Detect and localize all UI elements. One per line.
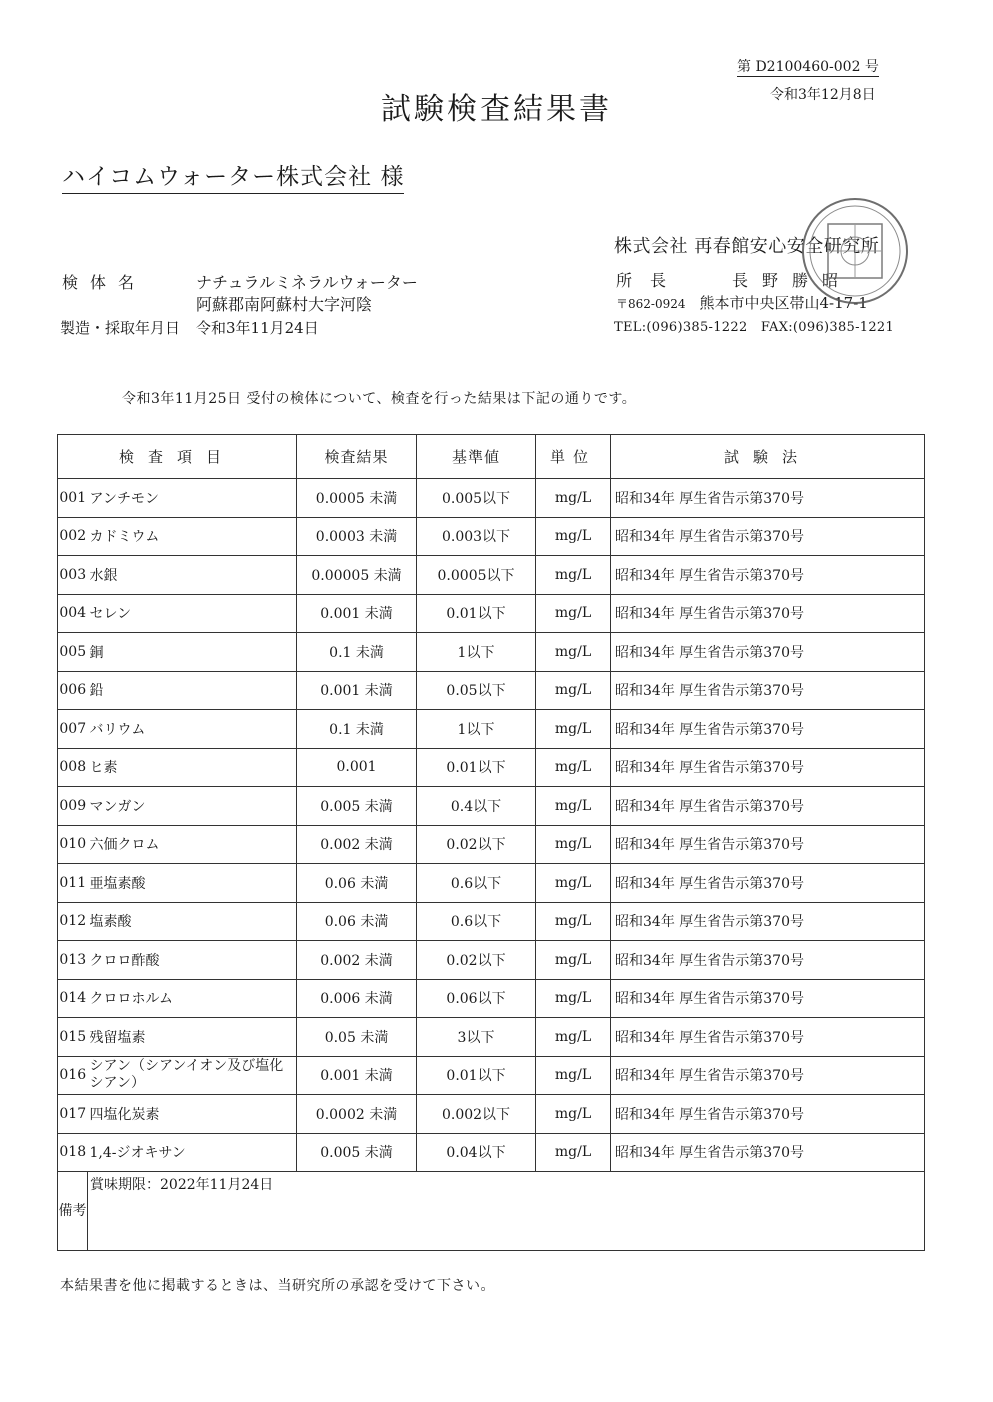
row-item: 銅	[88, 633, 297, 672]
row-item: 残留塩素	[88, 1018, 297, 1057]
header-method: 試験法	[611, 435, 925, 479]
row-result: 0.00005 未満	[297, 556, 417, 595]
row-item: 1,4-ジオキサン	[88, 1133, 297, 1172]
row-number: 004	[58, 594, 88, 633]
row-item: 水銀	[88, 556, 297, 595]
document-number: 第 D2100460-002 号	[737, 59, 879, 75]
row-result: 0.001 未満	[297, 671, 417, 710]
row-number: 012	[58, 902, 88, 941]
row-unit: mg/L	[536, 479, 611, 518]
row-result: 0.005 未満	[297, 787, 417, 826]
row-standard: 0.6以下	[417, 864, 536, 903]
row-method: 昭和34年 厚生省告示第370号	[611, 594, 925, 633]
row-number: 008	[58, 748, 88, 787]
row-standard: 0.06以下	[417, 979, 536, 1018]
row-result: 0.0003 未満	[297, 517, 417, 556]
row-method: 昭和34年 厚生省告示第370号	[611, 1133, 925, 1172]
table-row	[58, 556, 925, 595]
row-unit: mg/L	[536, 941, 611, 980]
header-unit: 単位	[536, 435, 611, 479]
sample-date-label: 製造・採取年月日	[60, 319, 181, 337]
row-number: 009	[58, 787, 88, 826]
row-result: 0.05 未満	[297, 1018, 417, 1057]
row-number: 002	[58, 517, 88, 556]
row-method: 昭和34年 厚生省告示第370号	[611, 979, 925, 1018]
table-row	[58, 748, 925, 787]
sample-location: 阿蘇郡南阿蘇村大字河陰	[196, 295, 373, 314]
row-method: 昭和34年 厚生省告示第370号	[611, 633, 925, 672]
row-item: 鉛	[88, 671, 297, 710]
table-row	[58, 787, 925, 826]
recipient: ハイコムウォーター株式会社 様	[62, 158, 404, 194]
row-result: 0.001 未満	[297, 594, 417, 633]
row-standard: 3以下	[417, 1018, 536, 1057]
row-result: 0.1 未満	[297, 633, 417, 672]
footer-note: 本結果書を他に掲載するときは、当研究所の承認を受けて下さい。	[60, 1278, 495, 1294]
row-result: 0.0005 未満	[297, 479, 417, 518]
row-standard: 0.4以下	[417, 787, 536, 826]
table-row	[58, 1095, 925, 1134]
row-number: 006	[58, 671, 88, 710]
table-row	[58, 864, 925, 903]
row-method: 昭和34年 厚生省告示第370号	[611, 517, 925, 556]
table-row	[58, 1056, 925, 1095]
table-row	[58, 479, 925, 518]
table-row	[58, 517, 925, 556]
row-method: 昭和34年 厚生省告示第370号	[611, 556, 925, 595]
row-item: 亜塩素酸	[88, 864, 297, 903]
row-method: 昭和34年 厚生省告示第370号	[611, 825, 925, 864]
table-row	[58, 902, 925, 941]
row-item: シアン（シアンイオン及び塩化シアン）	[88, 1056, 297, 1095]
row-number: 015	[58, 1018, 88, 1057]
row-standard: 0.04以下	[417, 1133, 536, 1172]
row-result: 0.1 未満	[297, 710, 417, 749]
row-method: 昭和34年 厚生省告示第370号	[611, 479, 925, 518]
row-standard: 0.0005以下	[417, 556, 536, 595]
row-item: クロロ酢酸	[88, 941, 297, 980]
table-header-row	[58, 435, 925, 479]
lab-street: 熊本市中央区帯山4-17-1	[699, 294, 868, 312]
row-standard: 0.01以下	[417, 748, 536, 787]
lab-director-title: 所長	[616, 271, 685, 290]
table-row	[58, 710, 925, 749]
intro-text: 令和3年11月25日 受付の検体について、検査を行った結果は下記の通りです。	[122, 391, 637, 407]
header-standard: 基準値	[417, 435, 536, 479]
row-item: マンガン	[88, 787, 297, 826]
remarks-row	[58, 1172, 925, 1251]
row-result: 0.002 未満	[297, 825, 417, 864]
row-standard: 0.003以下	[417, 517, 536, 556]
lab-zip: 〒862-0924	[616, 297, 686, 311]
row-unit: mg/L	[536, 1056, 611, 1095]
lab-name: 株式会社 再春館安心安全研究所	[614, 236, 880, 257]
issue-date: 令和3年12月8日	[770, 87, 876, 103]
lab-director-name: 長野勝昭	[732, 271, 853, 290]
table-row	[58, 594, 925, 633]
row-number: 014	[58, 979, 88, 1018]
row-unit: mg/L	[536, 1095, 611, 1134]
row-standard: 0.01以下	[417, 1056, 536, 1095]
row-result: 0.001	[297, 748, 417, 787]
row-method: 昭和34年 厚生省告示第370号	[611, 902, 925, 941]
row-result: 0.002 未満	[297, 941, 417, 980]
row-number: 001	[58, 479, 88, 518]
row-method: 昭和34年 厚生省告示第370号	[611, 671, 925, 710]
row-result: 0.006 未満	[297, 979, 417, 1018]
row-number: 016	[58, 1056, 88, 1095]
row-method: 昭和34年 厚生省告示第370号	[611, 941, 925, 980]
row-number: 005	[58, 633, 88, 672]
table-row	[58, 1133, 925, 1172]
row-unit: mg/L	[536, 633, 611, 672]
row-item: 四塩化炭素	[88, 1095, 297, 1134]
row-number: 013	[58, 941, 88, 980]
row-unit: mg/L	[536, 864, 611, 903]
row-unit: mg/L	[536, 556, 611, 595]
row-method: 昭和34年 厚生省告示第370号	[611, 787, 925, 826]
remarks-label: 備考	[58, 1172, 88, 1251]
row-unit: mg/L	[536, 787, 611, 826]
row-standard: 0.02以下	[417, 941, 536, 980]
row-standard: 1以下	[417, 633, 536, 672]
remarks-value: 賞味期限：2022年11月24日	[88, 1172, 925, 1251]
lab-contact: TEL:(096)385-1222 FAX:(096)385-1221	[614, 320, 895, 335]
row-method: 昭和34年 厚生省告示第370号	[611, 1095, 925, 1134]
row-method: 昭和34年 厚生省告示第370号	[611, 1018, 925, 1057]
row-item: 塩素酸	[88, 902, 297, 941]
row-method: 昭和34年 厚生省告示第370号	[611, 748, 925, 787]
row-standard: 1以下	[417, 710, 536, 749]
row-unit: mg/L	[536, 748, 611, 787]
row-number: 011	[58, 864, 88, 903]
page-title: 試験検査結果書	[381, 92, 612, 127]
row-item: カドミウム	[88, 517, 297, 556]
table-row	[58, 671, 925, 710]
row-standard: 0.02以下	[417, 825, 536, 864]
row-unit: mg/L	[536, 825, 611, 864]
row-result: 0.001 未満	[297, 1056, 417, 1095]
row-unit: mg/L	[536, 1133, 611, 1172]
row-item: ヒ素	[88, 748, 297, 787]
row-item: クロロホルム	[88, 979, 297, 1018]
table-row	[58, 633, 925, 672]
row-item: 六価クロム	[88, 825, 297, 864]
row-item: アンチモン	[88, 479, 297, 518]
table-row	[58, 825, 925, 864]
table-row	[58, 1018, 925, 1057]
sample-name: ナチュラルミネラルウォーター	[196, 273, 418, 292]
row-method: 昭和34年 厚生省告示第370号	[611, 710, 925, 749]
row-number: 018	[58, 1133, 88, 1172]
table-row	[58, 941, 925, 980]
row-unit: mg/L	[536, 902, 611, 941]
header-item: 検査項目	[58, 435, 297, 479]
row-unit: mg/L	[536, 1018, 611, 1057]
row-number: 010	[58, 825, 88, 864]
row-number: 017	[58, 1095, 88, 1134]
row-standard: 0.002以下	[417, 1095, 536, 1134]
row-unit: mg/L	[536, 594, 611, 633]
row-unit: mg/L	[536, 671, 611, 710]
row-result: 0.06 未満	[297, 864, 417, 903]
sample-name-label: 検体名	[62, 273, 147, 292]
row-unit: mg/L	[536, 517, 611, 556]
results-table	[57, 434, 925, 1251]
row-item: バリウム	[88, 710, 297, 749]
row-number: 003	[58, 556, 88, 595]
row-standard: 0.05以下	[417, 671, 536, 710]
row-standard: 0.6以下	[417, 902, 536, 941]
row-method: 昭和34年 厚生省告示第370号	[611, 1056, 925, 1095]
row-unit: mg/L	[536, 710, 611, 749]
row-result: 0.0002 未満	[297, 1095, 417, 1134]
row-standard: 0.01以下	[417, 594, 536, 633]
sample-date: 令和3年11月24日	[196, 319, 319, 337]
row-result: 0.005 未満	[297, 1133, 417, 1172]
row-result: 0.06 未満	[297, 902, 417, 941]
row-unit: mg/L	[536, 979, 611, 1018]
official-seal-icon	[800, 196, 910, 306]
row-standard: 0.005以下	[417, 479, 536, 518]
table-row	[58, 979, 925, 1018]
row-item: セレン	[88, 594, 297, 633]
row-method: 昭和34年 厚生省告示第370号	[611, 864, 925, 903]
header-result: 検査結果	[297, 435, 417, 479]
row-number: 007	[58, 710, 88, 749]
